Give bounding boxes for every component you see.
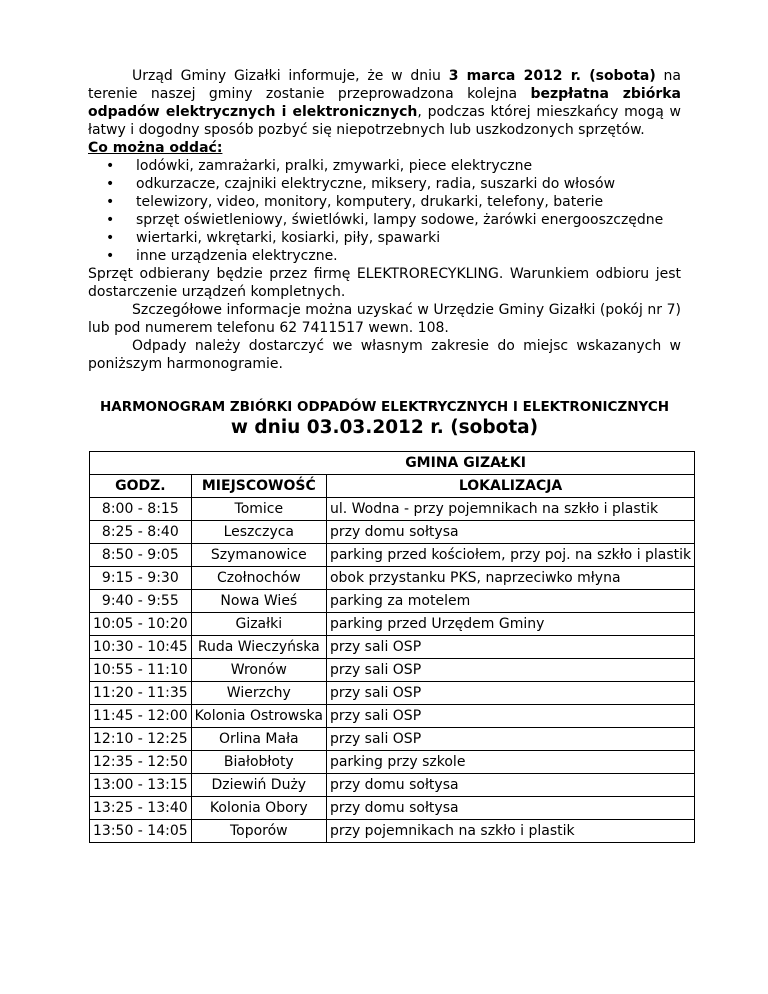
table-row [90, 636, 695, 659]
list-item-text: sprzęt oświetleniowy, świetlówki, lampy sodowe, żarówki energooszczędne [136, 212, 664, 228]
list-item [106, 247, 681, 265]
bullet-icon: • [106, 176, 115, 192]
place-cell: Kolonia Ostrowska [191, 705, 326, 728]
gmina-row [90, 452, 695, 475]
bullet-icon: • [106, 194, 115, 210]
place-cell: Kolonia Obory [191, 797, 326, 820]
location-cell: przy domu sołtysa [326, 797, 694, 820]
bullet-icon: • [106, 212, 115, 228]
table-row [90, 590, 695, 613]
delivery-paragraph: Odpady należy dostarczyć we własnym zakresie do miejsc wskazanych w poniższym harmonogramie. [88, 338, 681, 372]
time-cell: 12:35 - 12:50 [90, 751, 192, 774]
table-row [90, 613, 695, 636]
pickup-paragraph: Sprzęt odbierany będzie przez firmę ELEKTRORECYKLING. Warunkiem odbioru jest dostarczenie urządzeń kompletnych. [88, 266, 681, 300]
time-cell: 8:00 - 8:15 [90, 498, 192, 521]
location-cell: przy sali OSP [326, 705, 694, 728]
list-item [106, 229, 681, 247]
time-cell: 8:25 - 8:40 [90, 521, 192, 544]
time-cell: 10:30 - 10:45 [90, 636, 192, 659]
list-item-text: inne urządzenia elektryczne. [136, 248, 338, 264]
place-cell: Czołnochów [191, 567, 326, 590]
bullet-icon: • [106, 230, 115, 246]
location-cell: parking przed Urzędem Gminy [326, 613, 694, 636]
table-row [90, 728, 695, 751]
place-cell: Wierzchy [191, 682, 326, 705]
header-row [90, 475, 695, 498]
list-item [106, 193, 681, 211]
header-location: LOKALIZACJA [326, 475, 694, 498]
time-cell: 11:45 - 12:00 [90, 705, 192, 728]
collection-date: 3 marca 2012 r. (sobota) [448, 68, 656, 84]
place-cell: Nowa Wieś [191, 590, 326, 613]
list-item-text: wiertarki, wkrętarki, kosiarki, piły, spawarki [136, 230, 441, 246]
location-cell: parking przy szkole [326, 751, 694, 774]
location-cell: parking za motelem [326, 590, 694, 613]
location-cell: przy sali OSP [326, 659, 694, 682]
announcement [88, 67, 681, 440]
place-cell: Tomice [191, 498, 326, 521]
intro-paragraph [88, 67, 681, 139]
header-place: MIEJSCOWOŚĆ [191, 475, 326, 498]
location-cell: przy sali OSP [326, 682, 694, 705]
schedule-table [89, 451, 695, 843]
info-paragraph: Szczegółowe informacje można uzyskać w Urzędzie Gminy Gizałki (pokój nr 7) lub pod numerem telefonu 62 7411517 wewn. 108. [88, 302, 681, 336]
items-list [88, 157, 681, 265]
table-row [90, 797, 695, 820]
time-cell: 13:50 - 14:05 [90, 820, 192, 843]
location-cell: przy sali OSP [326, 636, 694, 659]
table-row [90, 567, 695, 590]
time-cell: 12:10 - 12:25 [90, 728, 192, 751]
table-row [90, 521, 695, 544]
table-row [90, 498, 695, 521]
intro-text-c: , podczas której mieszkańcy mogą w łatwy i dogodny sposób pozbyć się niepotrzebnych lub uszkodzonych sprzętów. [88, 104, 681, 138]
intro-text-b: na terenie naszej gminy zostanie przeprowadzona kolejna [88, 68, 681, 102]
intro-text-a: Urząd Gminy Gizałki informuje, że w dniu [132, 68, 449, 84]
time-cell: 13:00 - 13:15 [90, 774, 192, 797]
place-cell: Wronów [191, 659, 326, 682]
table-row [90, 544, 695, 567]
place-cell: Orlina Mała [191, 728, 326, 751]
time-cell: 8:50 - 9:05 [90, 544, 192, 567]
schedule-subtitle: w dniu 03.03.2012 r. (sobota) [230, 417, 539, 438]
time-cell: 10:05 - 10:20 [90, 613, 192, 636]
place-cell: Leszczyca [191, 521, 326, 544]
list-item [106, 157, 681, 175]
gmina-header: GMINA GIZAŁKI [90, 452, 695, 475]
time-cell: 11:20 - 11:35 [90, 682, 192, 705]
time-cell: 9:40 - 9:55 [90, 590, 192, 613]
location-cell: przy pojemnikach na szkło i plastik [326, 820, 694, 843]
place-cell: Ruda Wieczyńska [191, 636, 326, 659]
location-cell: przy sali OSP [326, 728, 694, 751]
table-row [90, 751, 695, 774]
time-cell: 13:25 - 13:40 [90, 797, 192, 820]
header-time: GODZ. [90, 475, 192, 498]
location-cell: parking przed kościołem, przy poj. na szkło i plastik [326, 544, 694, 567]
bullet-icon: • [106, 248, 115, 264]
place-cell: Dziewiń Duży [191, 774, 326, 797]
location-cell: ul. Wodna - przy pojemnikach na szkło i plastik [326, 498, 694, 521]
list-item-text: lodówki, zamrażarki, pralki, zmywarki, piece elektryczne [136, 158, 533, 174]
place-cell: Białobłoty [191, 751, 326, 774]
table-row [90, 774, 695, 797]
list-item [106, 211, 681, 229]
list-item-text: telewizory, video, monitory, komputery, drukarki, telefony, baterie [136, 194, 604, 210]
location-cell: przy domu sołtysa [326, 521, 694, 544]
place-cell: Toporów [191, 820, 326, 843]
schedule-title: HARMONOGRAM ZBIÓRKI ODPADÓW ELEKTRYCZNYCH I ELEKTRONICZNYCH [99, 399, 670, 415]
time-cell: 10:55 - 11:10 [90, 659, 192, 682]
bullet-icon: • [106, 158, 115, 174]
list-item [106, 175, 681, 193]
place-cell: Szymanowice [191, 544, 326, 567]
place-cell: Gizałki [191, 613, 326, 636]
list-item-text: odkurzacze, czajniki elektryczne, miksery, radia, suszarki do włosów [136, 176, 616, 192]
table-row [90, 705, 695, 728]
table-row [90, 682, 695, 705]
table-row [90, 659, 695, 682]
location-cell: przy domu sołtysa [326, 774, 694, 797]
collection-name: bezpłatna zbiórka odpadów elektrycznych i elektronicznych [88, 86, 681, 120]
items-heading: Co można oddać: [88, 140, 223, 156]
time-cell: 9:15 - 9:30 [90, 567, 192, 590]
table-row [90, 820, 695, 843]
location-cell: obok przystanku PKS, naprzeciwko młyna [326, 567, 694, 590]
